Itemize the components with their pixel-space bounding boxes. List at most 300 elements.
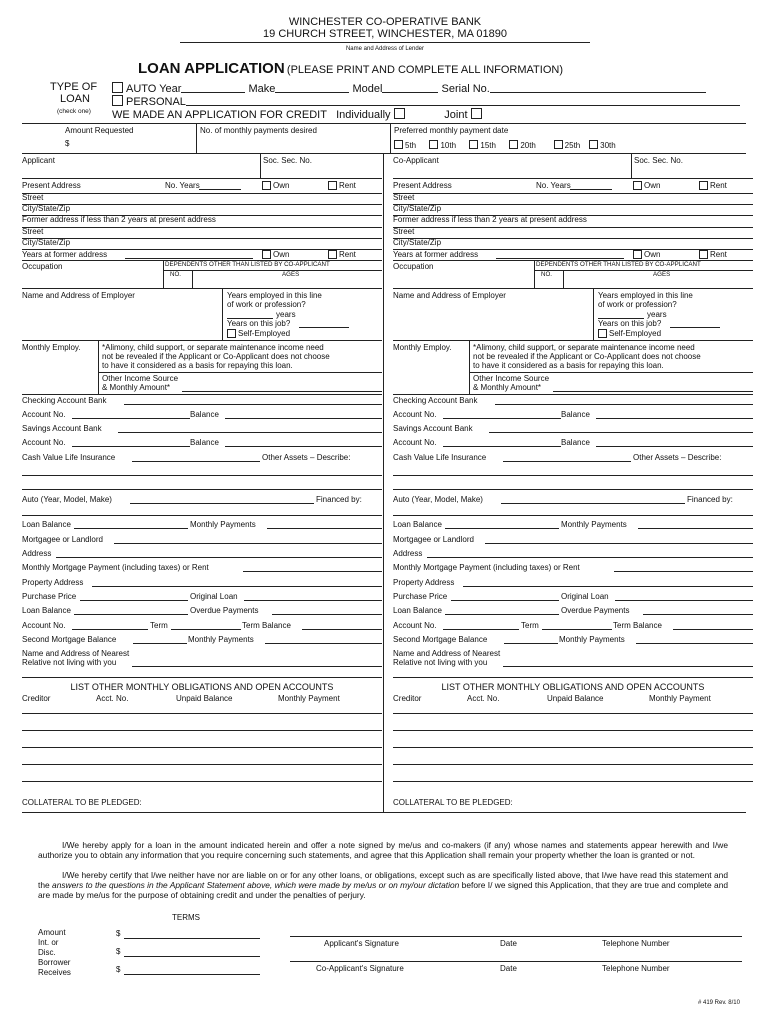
- left-loan-balance-field[interactable]: [74, 528, 188, 529]
- right-checking-balance-label: Balance: [561, 410, 590, 419]
- right-savings-label: Savings Account Bank: [393, 424, 473, 433]
- left-alimony-line: [98, 372, 382, 373]
- left-former-city-label: City/State/Zip: [22, 238, 71, 247]
- left-dependents-label: DEPENDENTS OTHER THAN LISTED BY CO-APPLICANT: [165, 261, 330, 268]
- preferred-date-label: Preferred monthly payment date: [394, 126, 509, 135]
- left-former-rent-checkbox[interactable]: [328, 250, 339, 260]
- right-own-label: Own: [644, 181, 661, 190]
- terms-dollar-1: $: [116, 929, 121, 938]
- model-label: Model: [352, 83, 383, 95]
- left-address-field[interactable]: [56, 557, 382, 558]
- right-other-income-label-2: & Monthly Amount*: [473, 383, 542, 392]
- left-former-street-line[interactable]: [22, 238, 382, 239]
- applicant-phone-label: Telephone Number: [602, 939, 670, 948]
- co-applicant-phone-label: Telephone Number: [602, 964, 670, 973]
- left-no-years-label: No. Years: [165, 181, 200, 190]
- right-savings-account-field[interactable]: [443, 446, 561, 447]
- left-head-label: Applicant: [22, 156, 55, 165]
- lender-line: [180, 42, 590, 43]
- right-alimony-line: [469, 372, 753, 373]
- left-second-mortgage-field[interactable]: [133, 643, 187, 644]
- left-mortgage-account-field[interactable]: [72, 629, 148, 630]
- right-dependents-divider: [534, 260, 535, 288]
- joint-checkbox[interactable]: [471, 108, 482, 119]
- right-obligation-row-3[interactable]: [393, 747, 753, 748]
- right-checking-balance-field[interactable]: [596, 418, 753, 419]
- left-former-label: Former address if less than 2 years at present address: [22, 215, 216, 224]
- left-rent-checkbox[interactable]: [328, 181, 339, 191]
- personal-field[interactable]: [186, 95, 740, 106]
- co-applicant-signature-label: Co-Applicant's Signature: [316, 964, 404, 973]
- right-mortgage-payment-label: Monthly Mortgage Payment (including taxes) or Rent: [393, 563, 580, 572]
- right-years-job-field[interactable]: [670, 327, 720, 328]
- right-employer-divider: [593, 288, 594, 340]
- right-mortgage-payment-field[interactable]: [614, 571, 753, 572]
- year-field[interactable]: [181, 82, 245, 93]
- right-own-checkbox[interactable]: [633, 181, 644, 191]
- left-alimony-text-2: not be revealed if the Applicant or Co-Applicant does not choose: [102, 352, 330, 361]
- right-savings-field[interactable]: [489, 432, 753, 433]
- terms-borrower: Borrower: [38, 958, 71, 967]
- right-cash-value-field[interactable]: [503, 461, 631, 462]
- left-dependents-no-divider: [192, 270, 193, 288]
- right-other-assets-label: Other Assets – Describe:: [633, 453, 722, 462]
- left-creditor-label: Creditor: [22, 694, 51, 703]
- left-financed-label: Financed by:: [316, 495, 362, 504]
- right-monthly-payments-field[interactable]: [638, 528, 753, 529]
- lender-name: WINCHESTER CO-OPERATIVE BANK: [288, 16, 482, 28]
- left-obligation-row-5[interactable]: [22, 781, 382, 782]
- left-years-former-label: Years at former address: [22, 250, 108, 259]
- left-obligation-row-3[interactable]: [22, 747, 382, 748]
- date-10th-label: 10th: [440, 141, 457, 150]
- left-checking-account-field[interactable]: [72, 418, 190, 419]
- left-former-own-label: Own: [273, 250, 290, 259]
- left-present-address-label: Present Address: [22, 181, 81, 190]
- model-field[interactable]: [382, 82, 438, 93]
- right-no-years-label: No. Years: [536, 181, 571, 190]
- right-monthly-payment-label: Monthly Payment: [649, 694, 711, 703]
- type-of-label: TYPE OF: [50, 81, 98, 93]
- right-auto-label: Auto (Year, Model, Make): [393, 495, 483, 504]
- left-monthly-employ-divider: [98, 340, 99, 394]
- left-savings-field[interactable]: [118, 432, 382, 433]
- right-checking-field[interactable]: [495, 404, 753, 405]
- right-property-loan-balance-label: Loan Balance: [393, 606, 442, 615]
- left-years-former-field[interactable]: [125, 258, 253, 259]
- left-nearest-line[interactable]: [22, 677, 382, 678]
- left-cash-value-field[interactable]: [132, 461, 260, 462]
- right-rent-checkbox[interactable]: [699, 181, 710, 191]
- right-years-line-label-1: Years employed in this line: [598, 291, 693, 300]
- right-other-assets-line-2[interactable]: [393, 489, 753, 490]
- right-property-address-label: Property Address: [393, 578, 455, 587]
- left-purchase-price-field[interactable]: [80, 600, 188, 601]
- left-dependents-ages-label: AGES: [282, 271, 300, 278]
- left-dependents-divider: [163, 260, 164, 288]
- left-auto-label: Auto (Year, Model, Make): [22, 495, 112, 504]
- right-former-own-checkbox[interactable]: [633, 250, 644, 260]
- right-alimony-text-2: not be revealed if the Applicant or Co-Applicant does not choose: [473, 352, 701, 361]
- right-ssn-label: Soc. Sec. No.: [634, 156, 683, 165]
- left-self-employed-checkbox[interactable]: [227, 329, 238, 339]
- right-obligations-head: LIST OTHER MONTHLY OBLIGATIONS AND OPEN ACCOUNTS: [441, 682, 705, 692]
- left-second-monthly-payments-field[interactable]: [265, 643, 382, 644]
- right-second-mortgage-label: Second Mortgage Balance: [393, 635, 488, 644]
- date-20th-label: 20th: [520, 141, 536, 150]
- left-monthly-employ-label: Monthly Employ.: [22, 343, 81, 352]
- left-ssn-divider: [260, 153, 261, 178]
- right-nearest-line[interactable]: [393, 677, 753, 678]
- right-obligation-row-2[interactable]: [393, 730, 753, 731]
- right-years-line-label-2: of work or profession?: [598, 300, 677, 309]
- auto-row: [112, 82, 706, 95]
- right-years-job-label: Years on this job?: [598, 319, 662, 328]
- terms-receives: Receives: [38, 968, 71, 977]
- left-employer-divider: [222, 288, 223, 340]
- left-former-rent-label: Rent: [339, 250, 356, 259]
- right-purchase-price-label: Purchase Price: [393, 592, 448, 601]
- left-acct-label: Acct. No.: [96, 694, 129, 703]
- year-label: Year: [159, 83, 182, 95]
- left-nearest-label-1: Name and Address of Nearest: [22, 649, 130, 658]
- right-obligation-row-1[interactable]: [393, 713, 753, 714]
- terms-amount-field[interactable]: [124, 938, 260, 939]
- right-nearest-field[interactable]: [503, 666, 753, 667]
- date-10th-checkbox[interactable]: [429, 140, 438, 149]
- date-15th-checkbox[interactable]: [469, 140, 478, 149]
- left-nearest-label-2: Relative not living with you: [22, 658, 117, 667]
- left-checking-label: Checking Account Bank: [22, 396, 107, 405]
- left-second-mortgage-label: Second Mortgage Balance: [22, 635, 117, 644]
- auto-label: AUTO: [126, 83, 157, 95]
- date-25th-label: 25th: [564, 141, 581, 150]
- joint-label: Joint: [444, 109, 468, 121]
- left-term-balance-field[interactable]: [302, 629, 382, 630]
- left-mortgagee-label: Mortgagee or Landlord: [22, 535, 103, 544]
- individually-label: Individually: [336, 109, 391, 121]
- auto-checkbox[interactable]: [112, 82, 123, 93]
- individually-checkbox[interactable]: [394, 108, 405, 119]
- left-former-line[interactable]: [22, 227, 382, 228]
- right-other-income-field[interactable]: [553, 391, 753, 392]
- right-former-street-label: Street: [393, 227, 415, 236]
- left-head-line[interactable]: [22, 178, 382, 179]
- form-title-row: [138, 61, 563, 76]
- left-other-income-field[interactable]: [182, 391, 382, 392]
- form-title-note: (PLEASE PRINT AND COMPLETE ALL INFORMATION): [286, 64, 563, 76]
- right-savings-account-label: Account No.: [393, 438, 437, 447]
- applicant-signature-line[interactable]: [290, 936, 742, 937]
- form-revision: # 419 Rev. 8/10: [698, 1000, 740, 1006]
- left-savings-account-field[interactable]: [72, 446, 190, 447]
- left-term-field[interactable]: [171, 629, 241, 630]
- lender-caption: Name and Address of Lender: [345, 46, 425, 52]
- right-head-line[interactable]: [393, 178, 753, 179]
- right-loan-balance-label: Loan Balance: [393, 520, 442, 529]
- left-loan-balance-label: Loan Balance: [22, 520, 71, 529]
- left-obligation-row-2[interactable]: [22, 730, 382, 731]
- left-own-label: Own: [273, 181, 290, 190]
- left-checking-account-label: Account No.: [22, 410, 66, 419]
- left-other-income-label-2: & Monthly Amount*: [102, 383, 171, 392]
- terms-amount: Amount: [38, 928, 66, 937]
- right-employer-label: Name and Address of Employer: [393, 291, 506, 300]
- right-financed-label: Financed by:: [687, 495, 733, 504]
- right-acct-label: Acct. No.: [467, 694, 500, 703]
- right-alimony-text-1: *Alimony, child support, or separate maintenance income need: [473, 343, 695, 352]
- left-years-job-field[interactable]: [299, 327, 349, 328]
- right-second-monthly-payments-label: Monthly Payments: [559, 635, 625, 644]
- right-property-loan-balance-field[interactable]: [445, 614, 559, 615]
- left-obligations-head: LIST OTHER MONTHLY OBLIGATIONS AND OPEN ACCOUNTS: [70, 682, 334, 692]
- amount-top-line: [22, 123, 746, 124]
- right-obligation-row-5[interactable]: [393, 781, 753, 782]
- left-overdue-field[interactable]: [272, 614, 382, 615]
- statement-divider: [22, 812, 746, 813]
- right-address-label: Address: [393, 549, 423, 558]
- left-years-line-label-2: of work or profession?: [227, 300, 306, 309]
- left-street-label: Street: [22, 193, 44, 202]
- loan-label: LOAN: [60, 93, 90, 105]
- right-dependents-label: DEPENDENTS OTHER THAN LISTED BY CO-APPLICANT: [536, 261, 701, 268]
- right-mortgage-account-field[interactable]: [443, 629, 519, 630]
- right-nearest-label-1: Name and Address of Nearest: [393, 649, 501, 658]
- date-5th-checkbox[interactable]: [394, 140, 403, 149]
- left-ssn-label: Soc. Sec. No.: [263, 156, 312, 165]
- right-city-label: City/State/Zip: [393, 204, 442, 213]
- lender-street: 19 CHURCH STREET, WINCHESTER, MA 01890: [263, 28, 507, 40]
- right-employer-line[interactable]: [393, 340, 753, 341]
- left-mortgage-payment-field[interactable]: [243, 571, 382, 572]
- right-former-city-label: City/State/Zip: [393, 238, 442, 247]
- right-overdue-label: Overdue Payments: [561, 606, 630, 615]
- right-term-balance-label: Term Balance: [613, 621, 662, 630]
- right-former-rent-label: Rent: [710, 250, 727, 259]
- make-field[interactable]: [275, 82, 349, 93]
- personal-checkbox[interactable]: [112, 95, 123, 106]
- right-former-line[interactable]: [393, 227, 753, 228]
- right-former-own-label: Own: [644, 250, 661, 259]
- right-original-loan-field[interactable]: [615, 600, 753, 601]
- amount-requested-label: Amount Requested: [65, 126, 134, 135]
- left-monthly-payments-label: Monthly Payments: [190, 520, 256, 529]
- left-property-loan-balance-field[interactable]: [74, 614, 188, 615]
- right-nearest-label-2: Relative not living with you: [393, 658, 488, 667]
- left-property-address-field[interactable]: [92, 586, 382, 587]
- right-monthly-employ-divider: [469, 340, 470, 394]
- right-term-label: Term: [521, 621, 539, 630]
- left-monthly-employ-line: [22, 394, 382, 395]
- right-address-field[interactable]: [427, 557, 753, 558]
- form-title: LOAN APPLICATION: [138, 60, 285, 77]
- right-overdue-field[interactable]: [643, 614, 753, 615]
- right-loan-balance-field[interactable]: [445, 528, 559, 529]
- right-dependents-line: [534, 270, 753, 271]
- left-obligation-row-1[interactable]: [22, 713, 382, 714]
- right-term-field[interactable]: [542, 629, 612, 630]
- amount-divider-2: [390, 123, 391, 153]
- right-self-employed-label: Self-Employed: [609, 329, 662, 338]
- right-term-balance-field[interactable]: [673, 629, 753, 630]
- left-checking-balance-field[interactable]: [225, 418, 382, 419]
- left-other-assets-line-2[interactable]: [22, 489, 382, 490]
- terms-dollar-3: $: [116, 965, 121, 974]
- right-mortgage-account-label: Account No.: [393, 621, 437, 630]
- statement-2a: I/We hereby certify that I/we neither have nor are liable on or for any other loans, or obligations, except such as are specifically listed above, that I/we have read this statement and the: [38, 870, 728, 890]
- left-mortgage-payment-label: Monthly Mortgage Payment (including taxes) or Rent: [22, 563, 209, 572]
- left-monthly-payment-label: Monthly Payment: [278, 694, 340, 703]
- right-street-label: Street: [393, 193, 415, 202]
- left-savings-balance-label: Balance: [190, 438, 219, 447]
- left-present-address-line[interactable]: [22, 193, 382, 194]
- left-years-job-label: Years on this job?: [227, 319, 291, 328]
- right-purchase-price-field[interactable]: [451, 600, 559, 601]
- column-divider: [383, 153, 384, 812]
- left-auto-field[interactable]: [130, 503, 314, 504]
- left-collateral-label: COLLATERAL TO BE PLEDGED:: [22, 798, 142, 807]
- num-payments-label: No. of monthly payments desired: [200, 126, 317, 135]
- right-second-monthly-payments-field[interactable]: [636, 643, 753, 644]
- applicant-signature-label: Applicant's Signature: [324, 939, 399, 948]
- left-address-label: Address: [22, 549, 52, 558]
- left-checking-field[interactable]: [124, 404, 382, 405]
- left-savings-balance-field[interactable]: [225, 446, 382, 447]
- left-auto-line[interactable]: [22, 515, 382, 516]
- left-alimony-text-1: *Alimony, child support, or separate maintenance income need: [102, 343, 324, 352]
- date-20th-checkbox[interactable]: [509, 140, 518, 149]
- right-alimony-text-3: to have it considered as a basis for repaying this loan.: [473, 361, 664, 370]
- right-savings-balance-field[interactable]: [596, 446, 753, 447]
- date-30th-label: 30th: [600, 141, 616, 150]
- right-head-label: Co-Applicant: [393, 156, 439, 165]
- date-5th-label: 5th: [405, 141, 417, 150]
- left-alimony-text-3: to have it considered as a basis for repaying this loan.: [102, 361, 293, 370]
- left-original-loan-field[interactable]: [244, 600, 382, 601]
- left-years-line-label-1: Years employed in this line: [227, 291, 322, 300]
- left-mortgage-account-label: Account No.: [22, 621, 66, 630]
- statement-paragraph-2: [38, 870, 728, 900]
- right-checking-label: Checking Account Bank: [393, 396, 478, 405]
- left-property-loan-balance-label: Loan Balance: [22, 606, 71, 615]
- right-auto-line[interactable]: [393, 515, 753, 516]
- left-occupation-line[interactable]: [22, 288, 382, 289]
- right-no-years-field[interactable]: [570, 189, 612, 190]
- statement-2b: answers to the questions in the Applicant Statement above, which were made by me/us or on my/our dictation: [52, 880, 460, 890]
- left-self-employed-label: Self-Employed: [238, 329, 291, 338]
- right-years-former-label: Years at former address: [393, 250, 479, 259]
- right-occupation-line[interactable]: [393, 288, 753, 289]
- right-auto-field[interactable]: [501, 503, 685, 504]
- left-own-checkbox[interactable]: [262, 181, 273, 191]
- left-street-line[interactable]: [22, 204, 382, 205]
- left-no-years-field[interactable]: [199, 189, 241, 190]
- right-monthly-employ-line: [393, 394, 753, 395]
- date-30th-checkbox[interactable]: [589, 140, 598, 149]
- right-self-employed-checkbox[interactable]: [598, 329, 609, 339]
- right-obligation-row-4[interactable]: [393, 764, 753, 765]
- right-dependents-ages-label: AGES: [653, 271, 671, 278]
- left-employer-line[interactable]: [22, 340, 382, 341]
- terms-disc-field[interactable]: [124, 956, 260, 957]
- left-mortgagee-field[interactable]: [114, 543, 382, 544]
- left-years-unit-label: years: [276, 310, 296, 319]
- left-other-income-label-1: Other Income Source: [102, 374, 179, 383]
- right-occupation-label: Occupation: [393, 262, 434, 271]
- serial-label: Serial No.: [441, 83, 490, 95]
- left-savings-label: Savings Account Bank: [22, 424, 102, 433]
- right-other-income-label-1: Other Income Source: [473, 374, 550, 383]
- terms-int: Int. or: [38, 938, 59, 947]
- left-overdue-label: Overdue Payments: [190, 606, 259, 615]
- right-present-address-label: Present Address: [393, 181, 452, 190]
- left-city-label: City/State/Zip: [22, 204, 71, 213]
- serial-field[interactable]: [490, 82, 706, 93]
- date-15th-label: 15th: [480, 141, 496, 150]
- right-other-assets-line-1[interactable]: [393, 475, 753, 476]
- credit-row: [112, 108, 485, 121]
- left-unpaid-label: Unpaid Balance: [176, 694, 233, 703]
- right-former-street-line[interactable]: [393, 238, 753, 239]
- left-other-assets-label: Other Assets – Describe:: [262, 453, 351, 462]
- left-dependents-no-label: NO.: [170, 271, 182, 278]
- left-monthly-payments-field[interactable]: [267, 528, 382, 529]
- left-former-street-label: Street: [22, 227, 44, 236]
- co-applicant-signature-line[interactable]: [290, 961, 742, 962]
- left-purchase-price-label: Purchase Price: [22, 592, 77, 601]
- amount-bottom-line: [22, 153, 746, 154]
- right-ssn-divider: [631, 153, 632, 178]
- right-property-address-field[interactable]: [463, 586, 753, 587]
- left-original-loan-label: Original Loan: [190, 592, 238, 601]
- right-checking-account-field[interactable]: [443, 418, 561, 419]
- left-rent-label: Rent: [339, 181, 356, 190]
- amount-divider-1: [196, 123, 197, 153]
- preferred-date-options: [394, 140, 616, 150]
- right-checking-account-label: Account No.: [393, 410, 437, 419]
- date-25th-checkbox[interactable]: [554, 140, 563, 149]
- personal-row: [112, 95, 740, 108]
- left-obligation-row-4[interactable]: [22, 764, 382, 765]
- left-former-own-checkbox[interactable]: [262, 250, 273, 260]
- right-creditor-label: Creditor: [393, 694, 422, 703]
- right-unpaid-label: Unpaid Balance: [547, 694, 604, 703]
- left-nearest-field[interactable]: [132, 666, 382, 667]
- right-years-unit-label: years: [647, 310, 667, 319]
- left-checking-balance-label: Balance: [190, 410, 219, 419]
- right-present-address-line[interactable]: [393, 193, 753, 194]
- personal-label: PERSONAL: [126, 96, 186, 108]
- right-rent-label: Rent: [710, 181, 727, 190]
- right-second-mortgage-field[interactable]: [504, 643, 558, 644]
- terms-head: TERMS: [172, 913, 200, 922]
- left-other-assets-line-1[interactable]: [22, 475, 382, 476]
- right-years-former-field[interactable]: [496, 258, 624, 259]
- amount-dollar: $: [65, 139, 70, 148]
- right-mortgagee-field[interactable]: [485, 543, 753, 544]
- right-street-line[interactable]: [393, 204, 753, 205]
- left-second-monthly-payments-label: Monthly Payments: [188, 635, 254, 644]
- left-cash-value-label: Cash Value Life Insurance: [22, 453, 116, 462]
- applicant-date-label: Date: [500, 939, 517, 948]
- right-monthly-payments-label: Monthly Payments: [561, 520, 627, 529]
- terms-receives-field[interactable]: [124, 974, 260, 975]
- right-dependents-no-label: NO.: [541, 271, 553, 278]
- statement-2c: before I/ we signed this Application, that they are true and complete and are made by me/us for the purpose of obtaining credit and under the penalties of perjury.: [38, 880, 729, 900]
- right-monthly-employ-label: Monthly Employ.: [393, 343, 452, 352]
- right-former-rent-checkbox[interactable]: [699, 250, 710, 260]
- left-savings-account-label: Account No.: [22, 438, 66, 447]
